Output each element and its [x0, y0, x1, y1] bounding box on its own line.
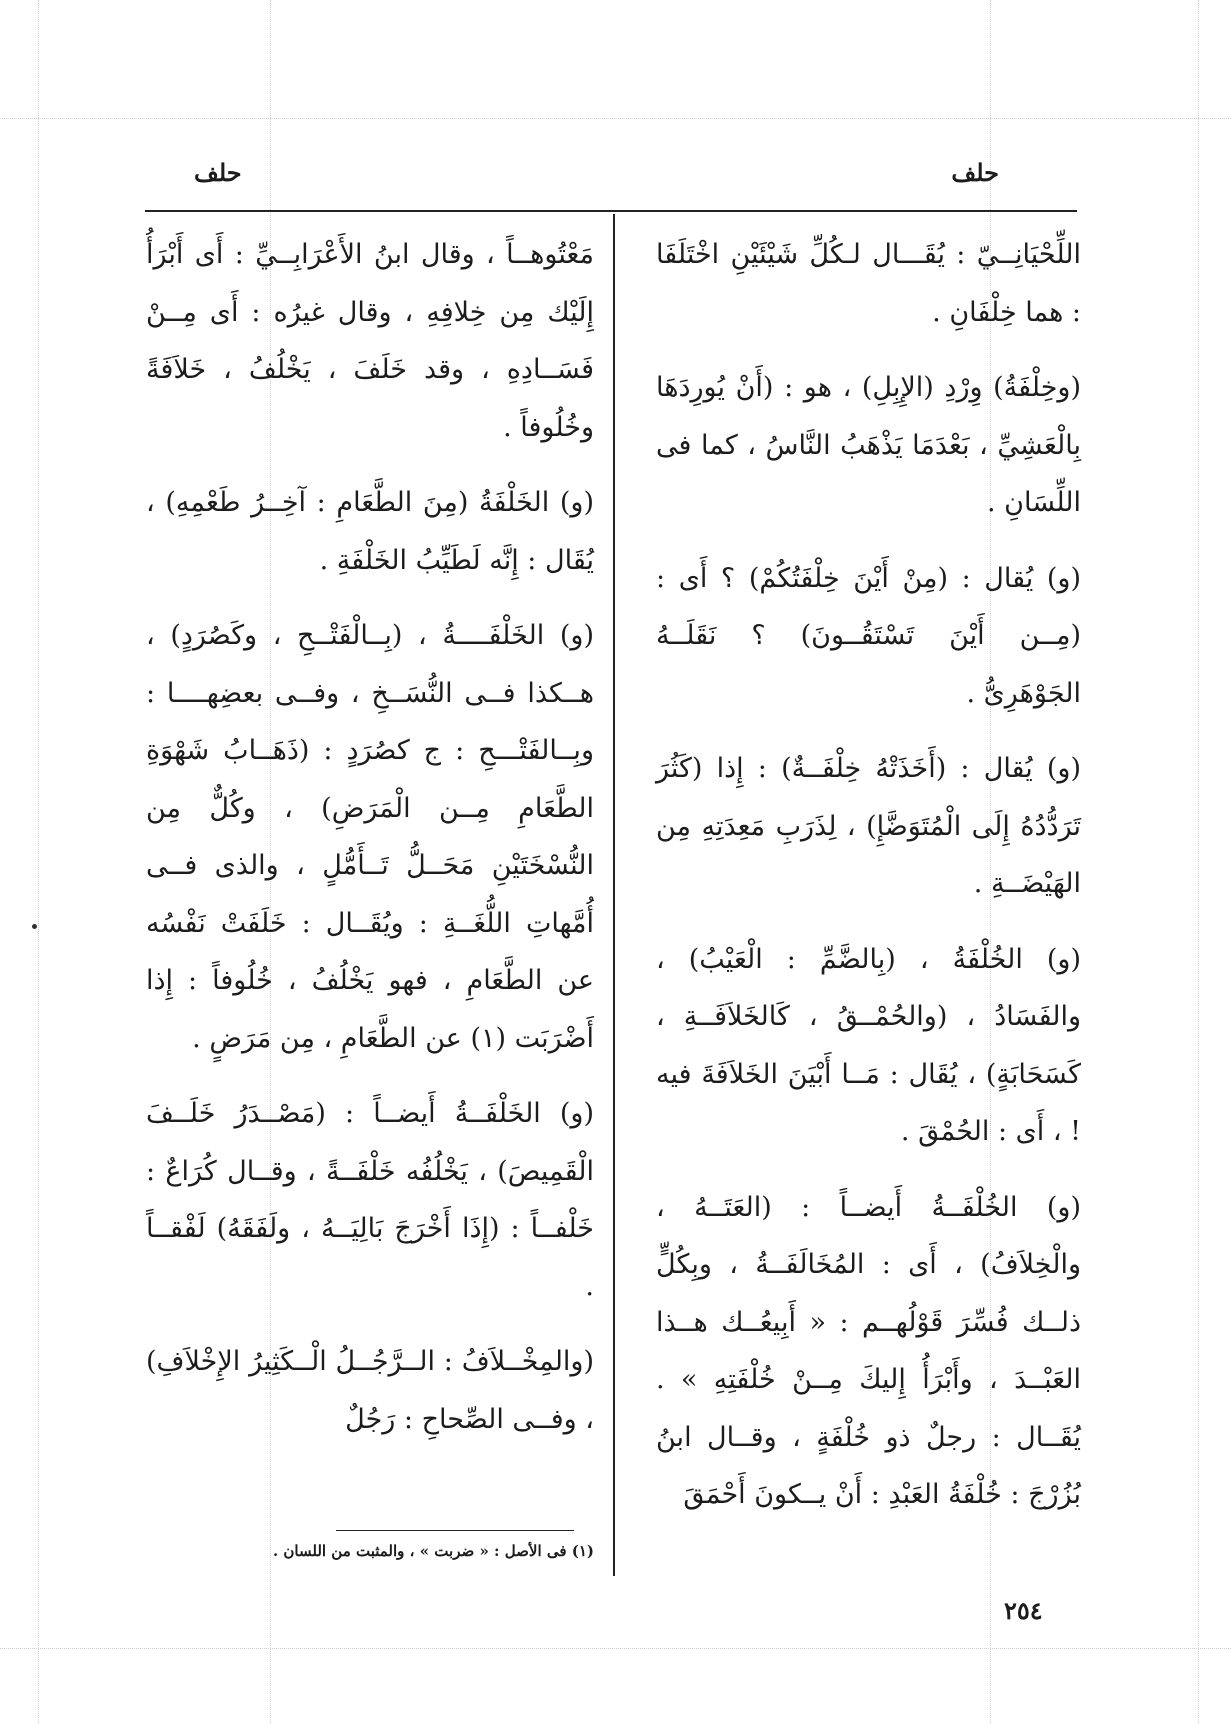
- left-column: [146, 226, 594, 1448]
- paragraph: (وخِلْفَةُ) وِرْدِ (الإِبِلِ) ، هو : (أَنْ يُورِدَهَا بِالْعَشِيِّ ، بَعْدَمَا يَذْهَبُ النَّاسُ ، كما فى اللِّسَانِ .: [656, 372, 1081, 518]
- paragraph: (و) الخُلْفَــةُ أَيضــاً : (العَتَــهُ ، والْخِلاَفُ) ، أَى : المُخَالَفَــةُ ، وبِكُلٍّ ذلــك فُسِّرَ قَوْلُهــم : « أَبِيعُــك هــذا العَبْــدَ ، وأَبْرَأُ إِليكَ مِــنْ خُلْفَتِهِ » . يُقَــال : رجلٌ ذو خُلْفَةٍ ، وقــال ابنُ بُزُرْجَ : خُلْفَةُ العَبْدِ : أَنْ يــكونَ أَحْمَقَ: [656, 1191, 1081, 1510]
- header-rule: [145, 210, 1077, 212]
- paragraph: (و) يُقال : (أَخَذَتْهُ خِلْفَــةٌ) : إِذا (كَثُرَ تَرَدُّدُهُ إِلَى الْمُتَوَضَّإِ) ، لِذَرَبِ مَعِدَتِهِ مِن الهَيْضَــةِ .: [656, 753, 1081, 899]
- paragraph: (و) الخُلْفَةُ ، (بِالضَّمِّ : الْعَيْبُ) ، والفَسَادُ ، (والحُمْــقُ ، كَالخَلاَفَــةِ ، كَسَحَابَةٍ) ، يُقَال : مَــا أَبْيَنَ الخَلاَفَةَ فيه ! ، أَى : الحُمْقَ .: [656, 943, 1081, 1147]
- running-header-right: حلف: [951, 158, 999, 187]
- right-column: [656, 226, 1081, 1524]
- footnote: (١) فى الأصل : « ضربت » ، والمثبت من اللسان .: [272, 1542, 594, 1560]
- paragraph: (و) الخَلْفَــــةُ ، (بِــالْفَتْــحِ ، وكَصُرَدٍ) ، هــكذا فــى النُّسَــخِ ، وفــى بعضِهــــا : وبِــالفَتْـــحِ : ج كصُرَدٍ : (ذَهَــابُ شَهْوَةِ الطَّعَامِ مِــن الْمَرَضِ) ، وكُلٌّ مِن النُّسْخَتَيْنِ مَحَــلُّ تَــأَمُّلٍ ، والذى فــى أُمَّهاتِ اللُّغَــةِ : ويُقَــال : خَلَفَتْ نَفْسُه عن الطَّعَامِ ، فهو يَخْلُفُ ، خُلُوفاً : إِذا أَضْرَبَت (١) عن الطَّعَامِ ، مِن مَرَضٍ .: [146, 620, 594, 1054]
- scan-guide-line: [0, 1648, 1231, 1649]
- running-header-left: حلف: [194, 158, 242, 187]
- paragraph: (و) يُقال : (مِنْ أَيْنَ خِلْفَتُكُمْ) ؟ أَى : (مِــن أَيْنَ تَسْتَقُــونَ) ؟ نَقَلَــهُ الجَوْهَرِىُّ .: [656, 562, 1081, 709]
- page-number: ٢٥٤: [1004, 1596, 1043, 1625]
- footnote-rule: [336, 1530, 574, 1531]
- scan-speck: [32, 924, 37, 929]
- paragraph: (و) الخَلْفَةُ (مِنَ الطَّعَامِ : آخِــرُ طَعْمِهِ) ، يُقَال : إِنَّه لَطَيِّبُ الخَلْفَةِ .: [146, 487, 594, 576]
- paragraph: (و) الخَلْفَــةُ أَيضــاً : (مَصْــدَرُ خَلَــفَ الْقَمِيصَ) ، يَخْلُفُه خَلْفَــةً ، وقــال كُرَاعٌ : خَلْفــاً : (إِذَا أَخْرَجَ بَالِيَــهُ ، ولَفَقَهُ) لَفْقــاً .: [146, 1098, 594, 1302]
- scan-guide-line: [0, 118, 1231, 119]
- scan-guide-line: [38, 0, 39, 1724]
- paragraph: مَعْتُوهــاً ، وقال ابنُ الأَعْرَابِــيِّ : أَى أَبْرَأُ إِلَيْك مِن خِلافِهِ ، وقال غيرُه : أَى مِــنْ فَسَــادِهِ ، وقد خَلَفَ ، يَخْلُفُ ، خَلاَفَةً وخُلُوفاً .: [146, 239, 594, 443]
- paragraph: (والمِخْــلاَفُ : الــرَّجُــلُ الْــكَثِيرُ الإِخْلاَفِ) ، وفــى الصِّحاحِ : رَجُلٌ: [146, 1346, 594, 1435]
- scan-guide-line: [1198, 0, 1199, 1724]
- paragraph: اللِّحْيَانِــيّ : يُقَـــال لـكُلِّ شَيْئَيْنِ اخْتَلَفَا : هما خِلْفَانِ .: [656, 239, 1081, 328]
- column-divider: [613, 214, 615, 1576]
